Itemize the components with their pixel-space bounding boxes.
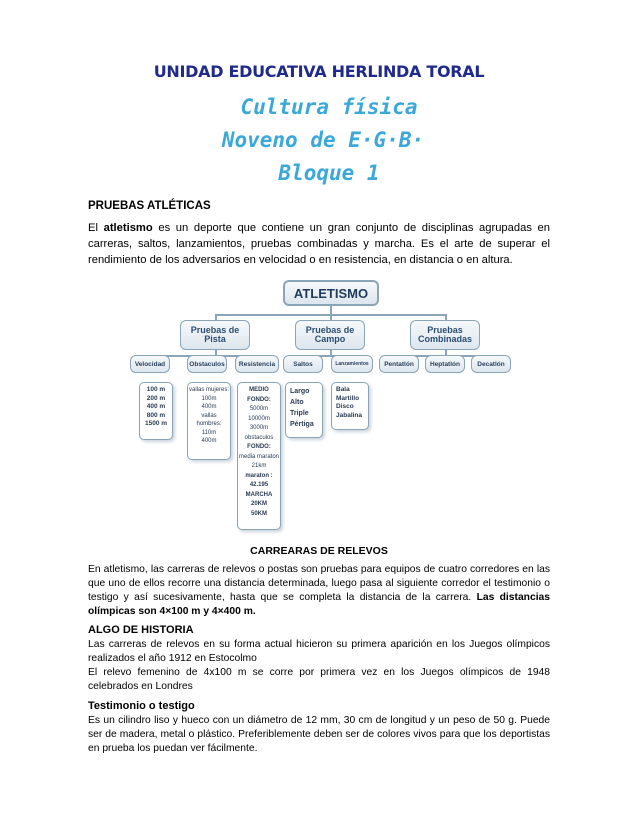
leaf-obstaculos: Obstaculos [187,355,227,373]
section-heading-pruebas: PRUEBAS ATLÉTICAS [88,200,211,212]
atletismo-term: atletismo [103,222,153,234]
leaf-velocidad: Velocidad [130,355,170,373]
leaf-resistencia: Resistencia [235,355,279,373]
saltos-list: Largo Alto Triple Pértiga [285,382,323,438]
leaf-pentatlon: Pentatlón [379,355,419,373]
cat-pista: Pruebas de Pista [180,320,250,350]
velocidad-list: 100 m 200 m 400 m 800 m 1500 m [139,382,173,440]
block-title: Bloque 1 [278,161,380,185]
obstaculos-list: vallas mujeres: 100m 400m vallas hombres: 110m 400m [187,382,231,460]
historia-paragraph-1: Las carreras de relevos en su forma actual hicieron su primera aparición en los Juegos olímpicos realizados el año 1912 en Estocolmo [88,639,550,664]
leaf-saltos: Saltos [283,355,323,373]
resistencia-list: MEDIO FONDO: 5000m 10000m 3000m obstaculos FONDO: media maraton 21km maraton : 42.195 MARCHA 20KM 50KM [237,382,281,530]
leaf-decatlon: Decatlón [471,355,511,373]
diagram-title: ATLETISMO [283,280,379,306]
cat-combinadas: Pruebas Combinadas [410,320,480,350]
subject-title: Cultura física [240,95,418,119]
leaf-heptatlon: Heptatlón [425,355,465,373]
cat-campo: Pruebas de Campo [295,320,365,350]
section-heading-historia: ALGO DE HISTORIA [88,624,194,636]
school-title: UNIDAD EDUCATIVA HERLINDA TORAL [153,62,485,81]
intro-paragraph: El atletismo es un deporte que contiene un gran conjunto de disciplinas agrupadas en carreras, saltos, lanzamientos, pruebas combinadas y marcha. Es el arte de superar el rendimiento de los adversarios en velocidad o en resistencia, en distancia o en altura. [88,222,550,266]
section-heading-relevos: CARREARAS DE RELEVOS [250,545,388,557]
testigo-paragraph: Es un cilindro liso y hueco con un diámetro de 12 mm, 30 cm de longitud y un peso de 50 g. Puede ser de madera, metal o plástico. Preferiblemente deben ser de colores vivos para que los deportistas en prueba los puedan ver fácilmente. [88,715,550,754]
leaf-lanzamientos: Lanzamientos [331,355,373,373]
historia-paragraph-2: El relevo femenino de 4x100 m se corre por primera vez en los Juegos olímpicos de 1948 celebrados en Londres [88,667,550,692]
atletismo-diagram [125,270,515,532]
section-heading-testigo: Testimonio o testigo [88,700,195,712]
relevos-paragraph: En atletismo, las carreras de relevos o postas son pruebas para equipos de cuatro corredores en las que uno de ellos recorre una distancia determinada, luego pasa al siguiente corredor el testimonio o testigo y así sucesivamente, hasta que se completa la distancia de la carrera. Las distancias olímpicas son 4×100 m y 4×400 m. [88,564,551,617]
grade-title: Noveno de E·G·B· [221,128,425,152]
lanzamientos-list: Bala Martillo Disco Jabalina [331,382,369,430]
